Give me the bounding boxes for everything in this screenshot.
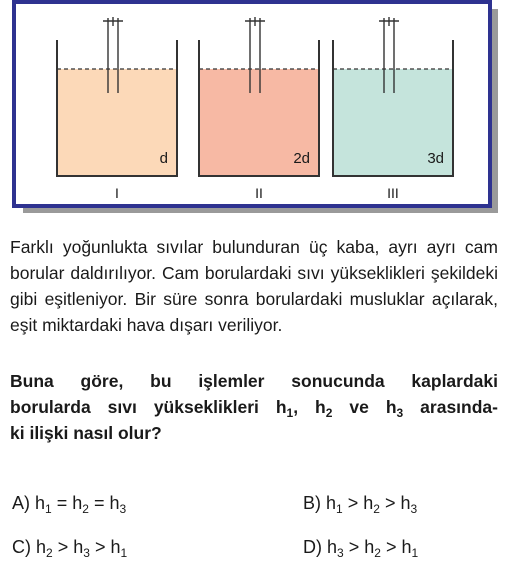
- density-label-2: 2d: [293, 150, 310, 167]
- question-prompt: [10, 368, 498, 446]
- density-label-3: 3d: [427, 150, 444, 167]
- container-number-2: II: [255, 185, 263, 201]
- containers-figure: [0, 0, 510, 220]
- question-prompt-line-2: borularda sıvı yükseklikleri $h_1$, $h_2$ ve $h_3$ arasında-: [10, 397, 498, 420]
- question-paragraph: Farklı yoğunlukta sıvılar bulunduran üç kaba, ayrı ayrı cam borular daldırılıyor. Cam borulardaki sıvı yükseklikleri şekildeki gibi eşitleniyor. Bir süre sonra borulardaki musluklar açılarak, eşit miktardaki hava dışarı veriliyor.: [10, 237, 498, 335]
- question-prompt-line-3: ki ilişki nasıl olur?: [10, 423, 162, 443]
- option-b[interactable]: B) $h_1 > h_2 > h_3$: [303, 493, 418, 516]
- question-prompt-line-1: Buna göre, bu işlemler sonucunda kaplardaki: [10, 371, 498, 391]
- option-a[interactable]: A) $h_1 = h_2 = h_3$: [12, 493, 127, 516]
- container-number-3: III: [387, 185, 399, 201]
- option-c[interactable]: C) $h_2 > h_3 > h_1$: [12, 537, 128, 560]
- container-number-1: I: [115, 185, 119, 201]
- density-label-1: d: [159, 150, 168, 167]
- option-d[interactable]: D) $h_3 > h_2 > h_1$: [303, 537, 419, 560]
